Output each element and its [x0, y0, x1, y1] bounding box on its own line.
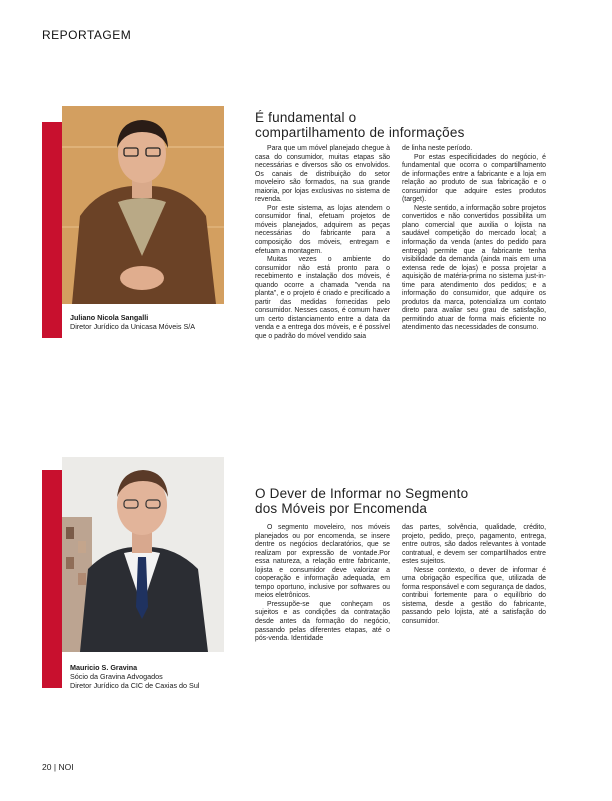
paragraph: Pressupõe-se que conheçam os sujeitos e as condições da contratação desde antes da formação do negócio, passando pelas diferentes etapas, até o pós-venda. Identidade: [255, 600, 390, 643]
title-line: compartilhamento de informações: [255, 125, 465, 140]
article-column: [402, 145, 546, 333]
title-line: É fundamental o: [255, 110, 357, 125]
paragraph: Por estas especificidades do negócio, é fundamental que ocorra o compartilhamento de informações entre a fabricante e a loja em relação ao produto de sua fabricação e o consumidor que adquire estes produtos (target).: [402, 153, 546, 204]
article-column: [255, 524, 390, 644]
author-photo: [62, 457, 224, 652]
article-title: [255, 110, 555, 140]
paragraph: das partes, solvência, qualidade, crédito, projeto, pedido, preço, pagamento, entrega, entre outros, são dados relevantes à vontade contratual, e devem ser compartilhados entre estes sujeitos.: [402, 524, 546, 566]
author-caption: [70, 663, 270, 690]
title-line: O Dever de Informar no Segmento: [255, 486, 469, 501]
accent-bar: [42, 122, 62, 338]
author-role: Diretor Jurídico da CIC de Caxias do Sul: [70, 681, 200, 690]
author-name: Mauricio S. Gravina: [70, 663, 138, 672]
paragraph: Nesse contexto, o dever de informar é uma obrigação específica que, utilizada de forma responsável e com segurança de dados, contribui fortemente para o equilíbrio do sistema, desde a gestão do fabricante, passando pelo lojista, até a satisfação do consumidor.: [402, 566, 546, 626]
article-column: [402, 524, 546, 627]
author-caption: [70, 313, 250, 331]
paragraph: O segmento moveleiro, nos móveis planejados ou por encomenda, se insere dentre os negócios declaratórios, que se realizam por expressão de vontade.Por essa natureza, a relação entre fabricante, lojista e consumidor deve valorizar a cooperação e informação adequada, em tempo oportuno, inclusive por softwares ou meios eletrônicos.: [255, 524, 390, 600]
article-title: [255, 486, 555, 516]
section-label: REPORTAGEM: [42, 28, 132, 42]
paragraph: de linha neste período.: [402, 145, 473, 152]
paragraph: Muitas vezes o ambiente do consumidor não está pronto para o recebimento e instalação dos móveis, é quando ocorre a chamada "venda na planta", e o projeto é criado e precificado a partir das medidas fornecidas pelo consumidor. Nesses casos, é comum haver um certo distanciamento entre a data da venda e a entrega dos móveis, e é possível que o padrão do móvel vendido saia: [255, 256, 390, 341]
accent-bar: [42, 470, 62, 688]
author-role: Diretor Jurídico da Unicasa Móveis S/A: [70, 322, 196, 331]
paragraph: Neste sentido, a informação sobre projetos convertidos e não convertidos possibilita um plano comercial que auxilia o lojista na saudável competição do mercado local; a informação da venda (antes do pedido para entrega) permite que a fabricante tenha visibilidade da demanda (ainda mais em uma extensa rede de lojas) e possa projetar a aquisição de matéria-prima no sistema just-in-time para atendimento dos pedidos; e a informação do consumidor, que adquire os produtos da marca, potencializa um contato direto para avaliar seu grau de satisfação, permitindo atuar de forma mais eficiente no atendimento das necessidades de consumo.: [402, 204, 546, 332]
page-footer: [42, 762, 74, 772]
magazine-name: NOI: [58, 762, 74, 772]
footer-separator: |: [53, 762, 57, 772]
paragraph: Para que um móvel planejado chegue à casa do consumidor, muitas etapas são necessárias e diversos são os envolvidos. Os canais de distribuição do setor moveleiro são formados, na sua grande maioria, por lojas exclusivas no sistema de revenda.: [255, 145, 390, 204]
author-photo: [62, 106, 224, 304]
title-line: dos Móveis por Encomenda: [255, 501, 428, 516]
author-name: Juliano Nicola Sangalli: [70, 313, 149, 322]
author-role: Sócio da Gravina Advogados: [70, 672, 163, 681]
paragraph: Por este sistema, as lojas atendem o consumidor final, efetuam projetos de móveis planejados, adquirem as peças necessárias do fabricante para a composição dos móveis, entregam e efetuam a montagem.: [255, 204, 390, 255]
article-column: [255, 145, 390, 342]
page-number: 20: [42, 762, 52, 772]
